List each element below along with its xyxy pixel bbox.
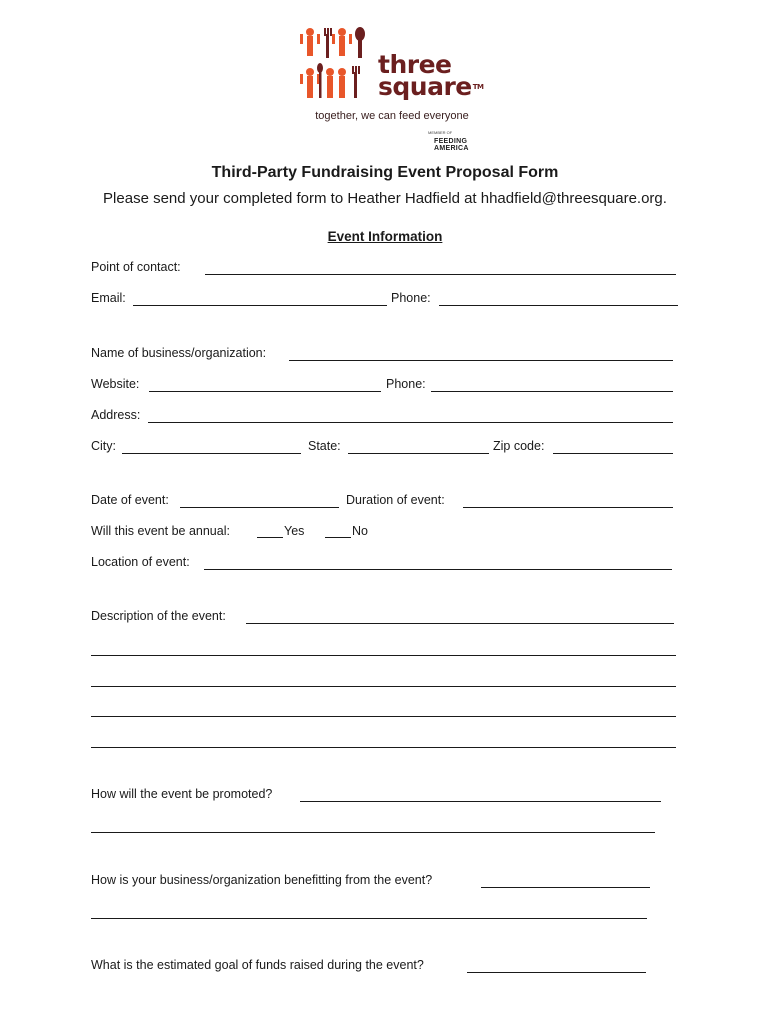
partner-line-1: FEEDING xyxy=(434,138,468,145)
promotion-line-row xyxy=(91,818,681,836)
phone-label: Phone: xyxy=(391,291,431,305)
phone-field[interactable] xyxy=(439,305,678,306)
description-line-row xyxy=(91,702,681,720)
description-line-row xyxy=(91,641,681,659)
city-label: City: xyxy=(91,439,116,453)
website-label: Website: xyxy=(91,377,140,391)
description-line-row xyxy=(91,733,681,751)
point-of-contact-field[interactable] xyxy=(205,274,676,275)
location-label: Location of event: xyxy=(91,555,190,569)
date-duration-row xyxy=(91,493,681,511)
business-name-label: Name of business/organization: xyxy=(91,346,267,360)
website-field[interactable] xyxy=(149,391,381,392)
description-row xyxy=(91,609,681,627)
annual-question-label: Will this event be annual: xyxy=(91,524,230,538)
business-name-row xyxy=(91,346,681,364)
address-row xyxy=(91,408,681,426)
phone2-field[interactable] xyxy=(431,391,673,392)
point-of-contact-label: Point of contact: xyxy=(91,260,181,274)
annual-yes-label: Yes xyxy=(284,524,305,538)
annual-no-blank[interactable] xyxy=(325,525,351,538)
form-title: Third-Party Fundraising Event Proposal Form xyxy=(211,164,559,181)
partner-line-2: AMERICA xyxy=(434,145,469,152)
promotion-field[interactable] xyxy=(300,801,661,802)
brand-line-1: three xyxy=(378,50,452,79)
phone2-label: Phone: xyxy=(386,377,426,391)
location-field[interactable] xyxy=(204,569,672,570)
goal-row xyxy=(91,958,681,976)
state-field[interactable] xyxy=(348,453,489,454)
description-label: Description of the event: xyxy=(91,609,226,623)
description-line-5[interactable] xyxy=(91,747,676,748)
form-instructions: Please send your completed form to Heather Hadfield at hhadfield@threesquare.org. xyxy=(103,190,667,207)
annual-yes-option[interactable] xyxy=(257,524,304,538)
section-title: Event Information xyxy=(327,229,443,244)
address-label: Address: xyxy=(91,408,141,422)
annual-no-label: No xyxy=(352,524,368,538)
date-of-event-field[interactable] xyxy=(180,507,339,508)
people-and-utensils-icon xyxy=(300,26,372,104)
three-square-logo xyxy=(300,26,500,166)
tagline: together, we can feed everyone xyxy=(315,110,469,122)
goal-field[interactable] xyxy=(467,972,646,973)
benefit-line-2[interactable] xyxy=(91,918,647,919)
trademark-symbol: TM xyxy=(472,83,484,91)
promotion-line-2[interactable] xyxy=(91,832,655,833)
goal-label: What is the estimated goal of funds raised during the event? xyxy=(91,958,424,972)
annual-no-option[interactable] xyxy=(325,524,368,538)
city-state-zip-row xyxy=(91,439,681,457)
zip-label: Zip code: xyxy=(493,439,545,453)
promotion-label: How will the event be promoted? xyxy=(91,787,273,801)
address-field[interactable] xyxy=(148,422,673,423)
description-line-2[interactable] xyxy=(91,655,676,656)
duration-field[interactable] xyxy=(463,507,673,508)
duration-label: Duration of event: xyxy=(346,493,445,507)
website-phone-row xyxy=(91,377,681,395)
description-line-row xyxy=(91,672,681,690)
brand-line-2: square xyxy=(378,72,472,101)
email-field[interactable] xyxy=(133,305,387,306)
state-label: State: xyxy=(308,439,341,453)
feeding-america-logo xyxy=(428,130,478,158)
zip-field[interactable] xyxy=(553,453,673,454)
brand-wordmark xyxy=(378,50,508,101)
description-field[interactable] xyxy=(246,623,674,624)
point-of-contact-row xyxy=(91,260,681,278)
annual-yes-blank[interactable] xyxy=(257,525,283,538)
description-line-3[interactable] xyxy=(91,686,676,687)
benefit-row xyxy=(91,873,681,891)
location-row xyxy=(91,555,681,573)
benefit-label: How is your business/organization benefitting from the event? xyxy=(91,873,433,887)
date-of-event-label: Date of event: xyxy=(91,493,169,507)
email-label: Email: xyxy=(91,291,126,305)
description-line-4[interactable] xyxy=(91,716,676,717)
benefit-line-row xyxy=(91,904,681,922)
partner-prefix: MEMBER OF xyxy=(428,130,453,135)
annual-row xyxy=(91,524,681,542)
promotion-row xyxy=(91,787,681,805)
email-phone-row xyxy=(91,291,681,309)
business-name-field[interactable] xyxy=(289,360,673,361)
city-field[interactable] xyxy=(122,453,301,454)
benefit-field[interactable] xyxy=(481,887,650,888)
